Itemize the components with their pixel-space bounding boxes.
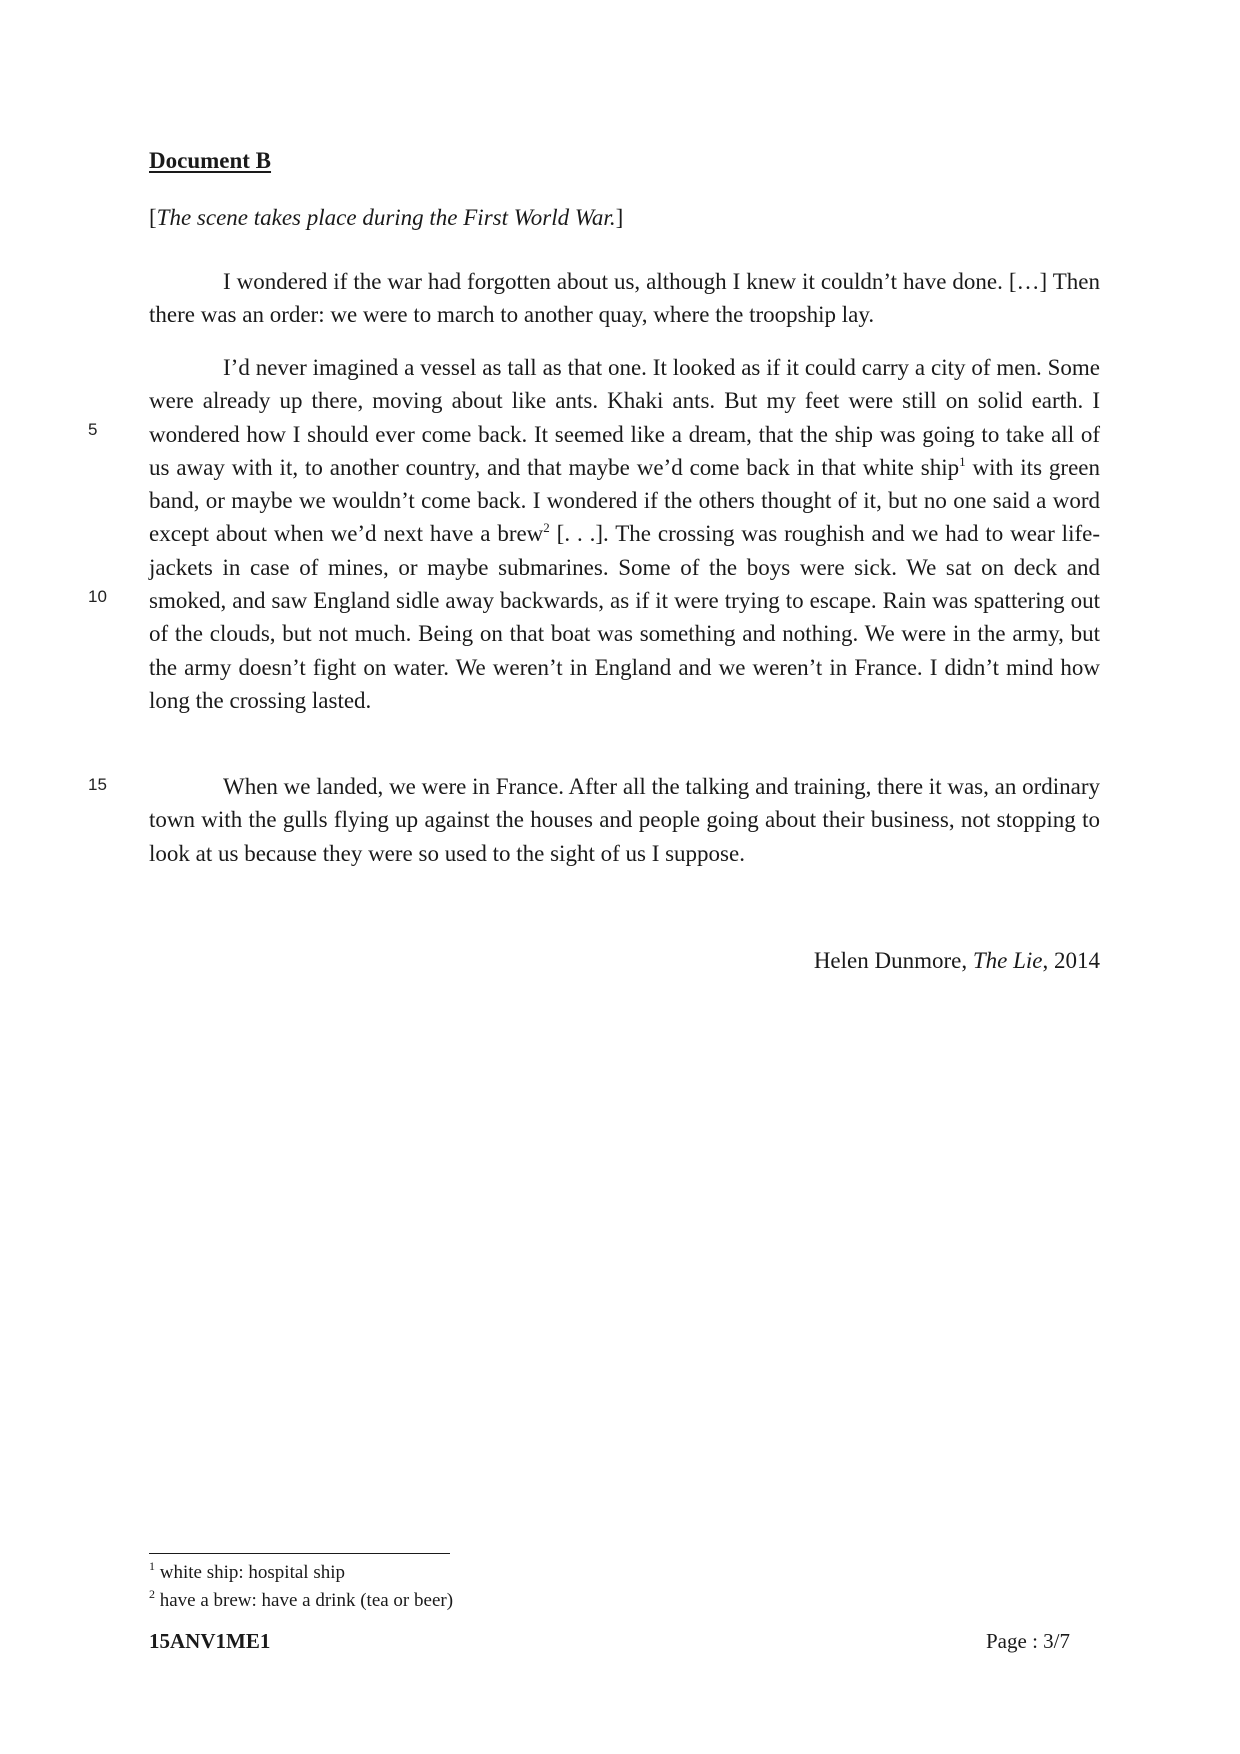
footnote-ref-2: 2 (543, 520, 550, 536)
document-title: Document B (149, 148, 272, 173)
paragraph-3 (149, 770, 1100, 870)
context-note (149, 205, 623, 231)
paragraph-3-text: When we landed, we were in France. After all the talking and training, there it was, an ordinary town with the gulls flying up against the houses and people going about their business, not stopping to look at us because they were so used to the sight of us I suppose. (149, 774, 1100, 866)
attribution (814, 948, 1100, 974)
paragraph-2-text-c: [. . .]. The crossing was roughish and we had to wear life-jackets in case of mines, or maybe submarines. Some of the boys were sick. We sat on deck and smoked, and saw England sidle away backwards, as if it were trying to escape. Rain was spattering out of the clouds, but not much. Being on that boat was something and nothing. We were in the army, but the army doesn’t fight on water. We weren’t in England and we weren’t in France. I didn’t mind how long the crossing lasted. (149, 521, 1100, 713)
footnote-1-mark: 1 (149, 1559, 155, 1573)
paragraph-1-text: I wondered if the war had forgotten about us, although I knew it couldn’t have done. […] Then there was an order: we were to march to another quay, where the troopship lay. (149, 269, 1100, 328)
paragraph-2 (149, 351, 1100, 717)
context-bracket-open: [ (149, 205, 157, 230)
paragraph-2-text-b: with its green band, or maybe we wouldn’t come back. I wondered if the others thought of it, but no one said a word except about when we’d next have a brew (149, 454, 1100, 547)
attribution-author: Helen Dunmore, (813, 948, 973, 973)
line-number-10: 10 (88, 587, 107, 606)
footer-page-number: Page : 3/7 (986, 1629, 1070, 1653)
paragraph-1 (149, 265, 1100, 332)
footnote-1-text: white ship: hospital ship (155, 1562, 345, 1583)
footnote-2-mark: 2 (149, 1587, 155, 1601)
footnote-ref-1: 1 (959, 453, 966, 469)
attribution-year: , 2014 (1042, 948, 1100, 973)
line-number-15: 15 (88, 775, 107, 794)
paragraph-2-text-a: I’d never imagined a vessel as tall as that one. It looked as if it could carry a city of men. Some were already up there, moving about like ants. Khaki ants. But my feet were still on solid earth. I wondered how I should ever come back. It seemed like a dream, that the ship was going to take all of us away with it, to another country, and that maybe we’d come back in that white ship (149, 355, 1100, 480)
line-number-5: 5 (88, 420, 98, 439)
footer-exam-code: 15ANV1ME1 (149, 1629, 271, 1653)
footnote-divider (149, 1553, 450, 1554)
footnote-1 (149, 1559, 345, 1584)
footnote-2 (149, 1587, 454, 1612)
attribution-work: The Lie (972, 948, 1043, 973)
footnote-2-text: have a brew: have a drink (tea or beer) (155, 1590, 454, 1611)
context-bracket-close: ] (615, 205, 624, 230)
context-text: The scene takes place during the First World War. (156, 205, 616, 230)
